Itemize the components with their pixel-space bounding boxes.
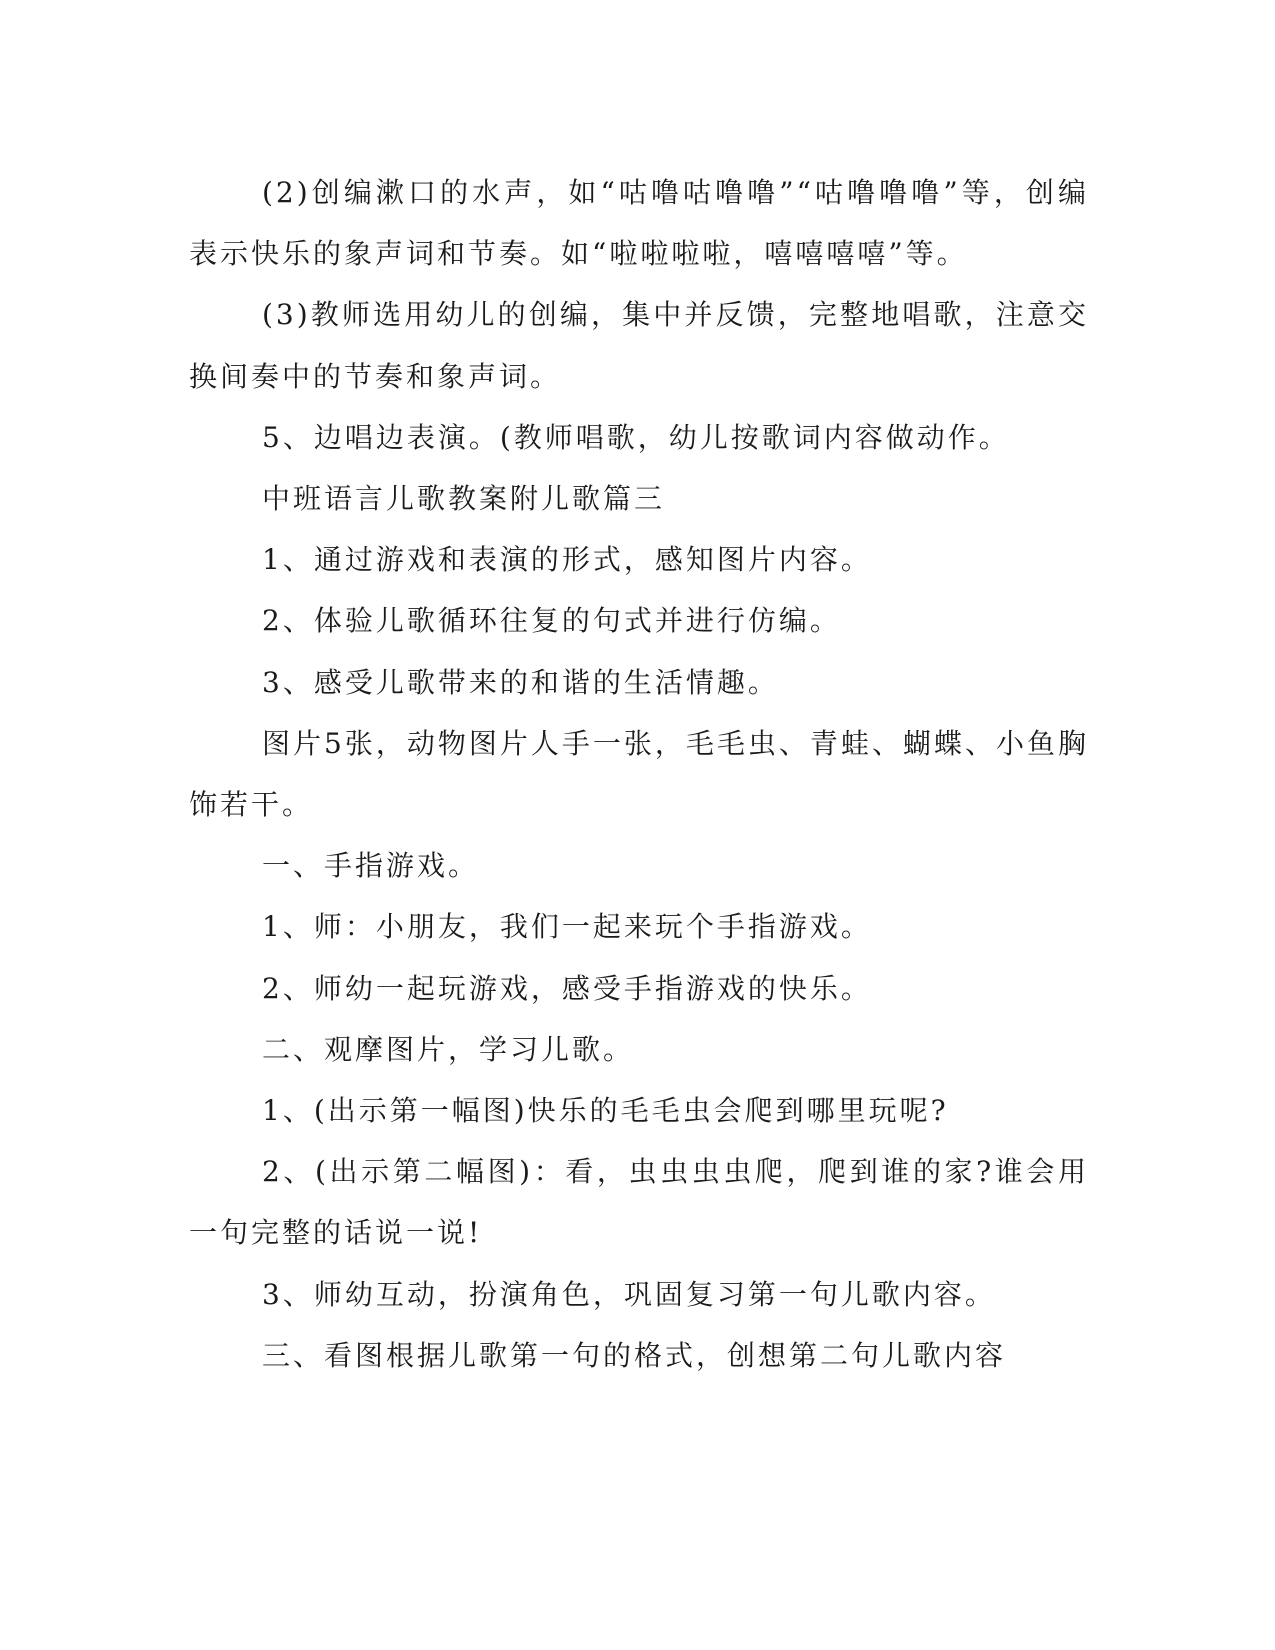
step-2-item-2: 2、(出示第二幅图)：看，虫虫虫虫爬，爬到谁的家?谁会用一句完整的话说一说! xyxy=(189,1155,1089,1250)
section-heading: 中班语言儿歌教案附儿歌篇三 xyxy=(262,482,666,516)
step-2-item-3: 3、师幼互动，扮演角色，巩固复习第一句儿歌内容。 xyxy=(262,1277,996,1311)
paragraph-creative-sounds: (2)创编漱口的水声，如“咕噜咕噜噜”“咕噜噜噜”等，创编表示快乐的象声词和节奏。如“啦啦啦啦，嘻嘻嘻嘻”等。 xyxy=(189,176,1089,271)
step-heading-1: 一、手指游戏。 xyxy=(262,849,480,883)
goal-item-3: 3、感受儿歌带来的和谐的生活情趣。 xyxy=(262,665,779,699)
step-1-item-2: 2、师幼一起玩游戏，感受手指游戏的快乐。 xyxy=(262,971,872,1005)
paragraph-sing-and-perform: 5、边唱边表演。(教师唱歌，幼儿按歌词内容做动作。 xyxy=(262,420,1010,454)
step-heading-3: 三、看图根据儿歌第一句的格式，创想第二句儿歌内容 xyxy=(262,1338,1007,1372)
paragraph-materials: 图片5张，动物图片人手一张，毛毛虫、青蛙、蝴蝶、小鱼胸饰若干。 xyxy=(189,726,1089,822)
step-2-item-1: 1、(出示第一幅图)快乐的毛毛虫会爬到哪里玩呢? xyxy=(262,1094,949,1128)
step-heading-2: 二、观摩图片，学习儿歌。 xyxy=(262,1032,635,1066)
paragraph-teacher-selects: (3)教师选用幼儿的创编，集中并反馈，完整地唱歌，注意交换间奏中的节奏和象声词。 xyxy=(189,298,1089,393)
step-1-item-1: 1、师：小朋友，我们一起来玩个手指游戏。 xyxy=(262,910,872,944)
goal-item-1: 1、通过游戏和表演的形式，感知图片内容。 xyxy=(262,543,872,577)
document-body xyxy=(189,162,1089,1386)
goal-item-2: 2、体验儿歌循环往复的句式并进行仿编。 xyxy=(262,604,841,638)
